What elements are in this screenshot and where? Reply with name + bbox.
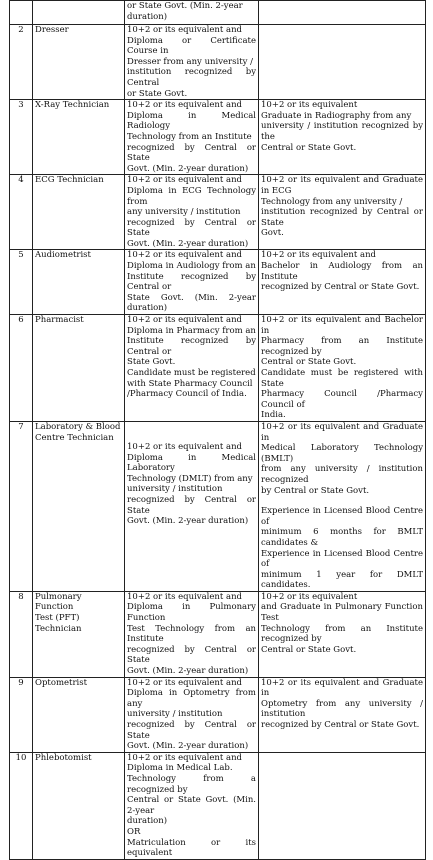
essential-qualification-cell [125, 25, 259, 100]
cell-line: recognized by Central or State [127, 217, 256, 239]
cell-line: 10+2 or its equivalent [261, 100, 358, 111]
cell-line: Diploma in Medical Laboratory [127, 452, 256, 474]
cell-line: Matriculation or its equivalent [127, 837, 256, 859]
cell-line: recognized by Central or State [127, 494, 256, 516]
post-name-cell: Dresser [33, 25, 125, 100]
cell-line: Institute recognized by Central or [127, 336, 256, 357]
cell-line: Experience in Licensed Blood Centre of [261, 506, 423, 527]
cell-line: Technology from an Institute recognized by [261, 623, 423, 645]
desirable-qualification-cell [259, 591, 426, 677]
essential-qualification-cell [125, 677, 259, 752]
cell-line: State Govt. (Min. 2-year duration) [127, 292, 256, 314]
cell-line: Technology from any university / [261, 196, 403, 207]
cell-line: Central or State Govt. [261, 357, 357, 368]
serial-number-cell [10, 1, 33, 25]
cell-line: recognized by Central or State [127, 142, 256, 164]
desirable-qualification-cell [259, 25, 426, 100]
post-name-cell: Pharmacist [33, 315, 125, 422]
cell-line: State Govt. [127, 357, 176, 368]
essential-qualification-cell [125, 175, 259, 250]
cell-line: Govt. (Min. 2-year duration) [127, 741, 249, 752]
desirable-qualification-cell [259, 421, 426, 591]
cell-line: 10+2 or its equivalent and Bachelor in [261, 315, 423, 336]
serial-number-cell: 5 [10, 250, 33, 315]
desirable-qualification-cell [259, 100, 426, 175]
cell-line: from any university / institution recognized [261, 464, 423, 485]
essential-qualification-cell [125, 421, 259, 591]
desirable-qualification-cell [259, 175, 426, 250]
cell-line: Graduate in Radiography from any [261, 110, 412, 121]
cell-line: Test Technology from an Institute [127, 623, 256, 645]
post-name-cell: Audiometrist [33, 250, 125, 315]
serial-number-cell: 7 [10, 421, 33, 591]
cell-line: Institute recognized by Central or [127, 271, 256, 293]
cell-line: Bachelor in Audiology from an Institute [261, 261, 423, 282]
cell-line: recognized by Central or State Govt. [261, 282, 420, 293]
cell-line: recognized by Central or State Govt. [261, 720, 420, 730]
cell-line: Technology from a recognized by [127, 773, 256, 795]
cell-line: 10+2 or its equivalent and [127, 100, 242, 111]
cell-line: 10+2 or its equivalent and [127, 441, 242, 452]
cell-line: Pharmacy Council /Pharmacy Council of [261, 389, 423, 410]
post-name-cell: Optometrist [33, 677, 125, 752]
cell-line: university / institution [127, 709, 223, 720]
cell-line: Dresser from any university / [127, 56, 253, 67]
cell-line: recognized by Central or State [127, 720, 256, 741]
cell-line: OR [127, 826, 141, 837]
cell-line: 10+2 or its equivalent and [127, 752, 242, 763]
cell-line: university / institution [127, 484, 223, 495]
table-row [10, 315, 426, 422]
cell-line: Diploma in Optometry from any [127, 688, 256, 709]
cell-line: Pharmacy from an Institute recognized by [261, 336, 423, 357]
serial-number-cell: 6 [10, 315, 33, 422]
table-row [10, 752, 426, 859]
cell-line: Technology (DMLT) from any [127, 473, 253, 484]
post-name-cell [33, 421, 125, 591]
cell-line: any university / institution [127, 207, 241, 218]
qualifications-table [9, 0, 426, 860]
cell-line: Central or State Govt. (Min. 2-year [127, 795, 256, 816]
table-row [10, 100, 426, 175]
cell-line: duration) [127, 816, 168, 827]
cell-line: Optometry from any university / institution [261, 698, 423, 720]
cell-line: duration) [127, 11, 168, 22]
cell-line: university / institution recognized by the [261, 121, 423, 142]
cell-line: Technician [35, 623, 82, 634]
post-name-cell [33, 1, 125, 25]
cell-line: minimum 1 year for DMLT candidates. [261, 569, 423, 591]
cell-line: 10+2 or its equivalent and Graduate in [261, 421, 423, 443]
cell-line: by Central or State Govt. [261, 485, 370, 496]
essential-qualification-cell [125, 315, 259, 422]
cell-line: Centre Technician [35, 432, 114, 443]
desirable-qualification-cell [259, 677, 426, 752]
cell-line: Diploma or Certificate Course in [127, 35, 256, 57]
cell-line: Medical Laboratory Technology (BMLT) [261, 443, 423, 464]
cell-line: 10+2 or its equivalent [261, 591, 358, 602]
desirable-qualification-cell [259, 250, 426, 315]
table-row [10, 1, 426, 25]
cell-line: Candidate must be registered [127, 368, 256, 378]
post-name-cell: ECG Technician [33, 175, 125, 250]
cell-line: Pulmonary Function [35, 591, 82, 613]
desirable-qualification-cell [259, 315, 426, 422]
cell-line: Experience in Licensed Blood Centre of [261, 548, 423, 570]
cell-line: recognized by Central or State [127, 644, 256, 666]
cell-line: Diploma in ECG Technology from [127, 185, 256, 207]
cell-line: 10+2 or its equivalent and [127, 677, 242, 688]
cell-line: institution recognized by Central or State [261, 207, 423, 228]
cell-line: Diploma in Audiology from an [127, 261, 256, 272]
cell-line: institution recognized by Central [127, 67, 256, 88]
serial-number-cell: 2 [10, 25, 33, 100]
cell-line: 10+2 or its equivalent and [127, 175, 242, 186]
table-row [10, 421, 426, 591]
essential-qualification-cell [125, 752, 259, 859]
cell-line: Diploma in Medical Radiology [127, 110, 256, 132]
cell-line: 10+2 or its equivalent and [261, 250, 376, 261]
cell-line: Govt. (Min. 2-year duration) [127, 516, 249, 527]
cell-line: Govt. [261, 228, 284, 239]
serial-number-cell: 9 [10, 677, 33, 752]
table-body [10, 1, 426, 860]
cell-line: 10+2 or its equivalent and [127, 315, 242, 326]
cell-line: Govt. (Min. 2-year duration) [127, 163, 249, 174]
cell-line: Central or State Govt. [261, 644, 357, 655]
cell-line: or State Govt. [127, 88, 188, 99]
cell-line: Test (PFT) [35, 613, 80, 624]
cell-line [127, 422, 256, 432]
essential-qualification-cell [125, 100, 259, 175]
serial-number-cell: 4 [10, 175, 33, 250]
cell-line: Diploma in Pulmonary Function [127, 602, 256, 624]
table-row [10, 677, 426, 752]
cell-line: India. [261, 410, 286, 421]
desirable-qualification-cell [259, 752, 426, 859]
table-row [10, 591, 426, 677]
cell-line: Technology from an Institute [127, 131, 252, 142]
cell-line [127, 432, 256, 442]
cell-line: Govt. (Min. 2-year duration) [127, 666, 249, 677]
table-row [10, 175, 426, 250]
cell-line: 10+2 or its equivalent and Graduate in ECG [261, 175, 423, 196]
post-name-cell: Phlebotomist [33, 752, 125, 859]
cell-line: Govt. (Min. 2-year duration) [127, 238, 249, 249]
cell-line: and Graduate in Pulmonary Function Test [261, 602, 423, 624]
serial-number-cell: 8 [10, 591, 33, 677]
post-name-cell [33, 591, 125, 677]
cell-line: minimum 6 months for BMLT candidates & [261, 527, 423, 548]
cell-line: or State Govt. (Min. 2-year [127, 1, 243, 11]
cell-line: Diploma in Medical Lab. [127, 763, 233, 774]
cell-line: 10+2 or its equivalent and [127, 591, 242, 602]
table-row [10, 250, 426, 315]
cell-line: Diploma in Pharmacy from an [127, 325, 256, 336]
essential-qualification-cell [125, 250, 259, 315]
desirable-qualification-cell [259, 1, 426, 25]
cell-line: Central or State Govt. [261, 142, 357, 153]
cell-line: 10+2 or its equivalent and [127, 250, 242, 261]
essential-qualification-cell [125, 591, 259, 677]
cell-line: Candidate must be registered with State [261, 368, 423, 389]
cell-line: /Pharmacy Council of India. [127, 389, 247, 400]
serial-number-cell: 10 [10, 752, 33, 859]
post-name-cell: X-Ray Technician [33, 100, 125, 175]
serial-number-cell: 3 [10, 100, 33, 175]
cell-line [261, 496, 423, 506]
essential-qualification-cell [125, 1, 259, 25]
cell-line: 10+2 or its equivalent and [127, 25, 242, 35]
cell-line: with State Pharmacy Council [127, 378, 253, 389]
cell-line: Laboratory & Blood [35, 421, 121, 432]
cell-line: 10+2 or its equivalent and Graduate in [261, 677, 423, 699]
table-row [10, 25, 426, 100]
